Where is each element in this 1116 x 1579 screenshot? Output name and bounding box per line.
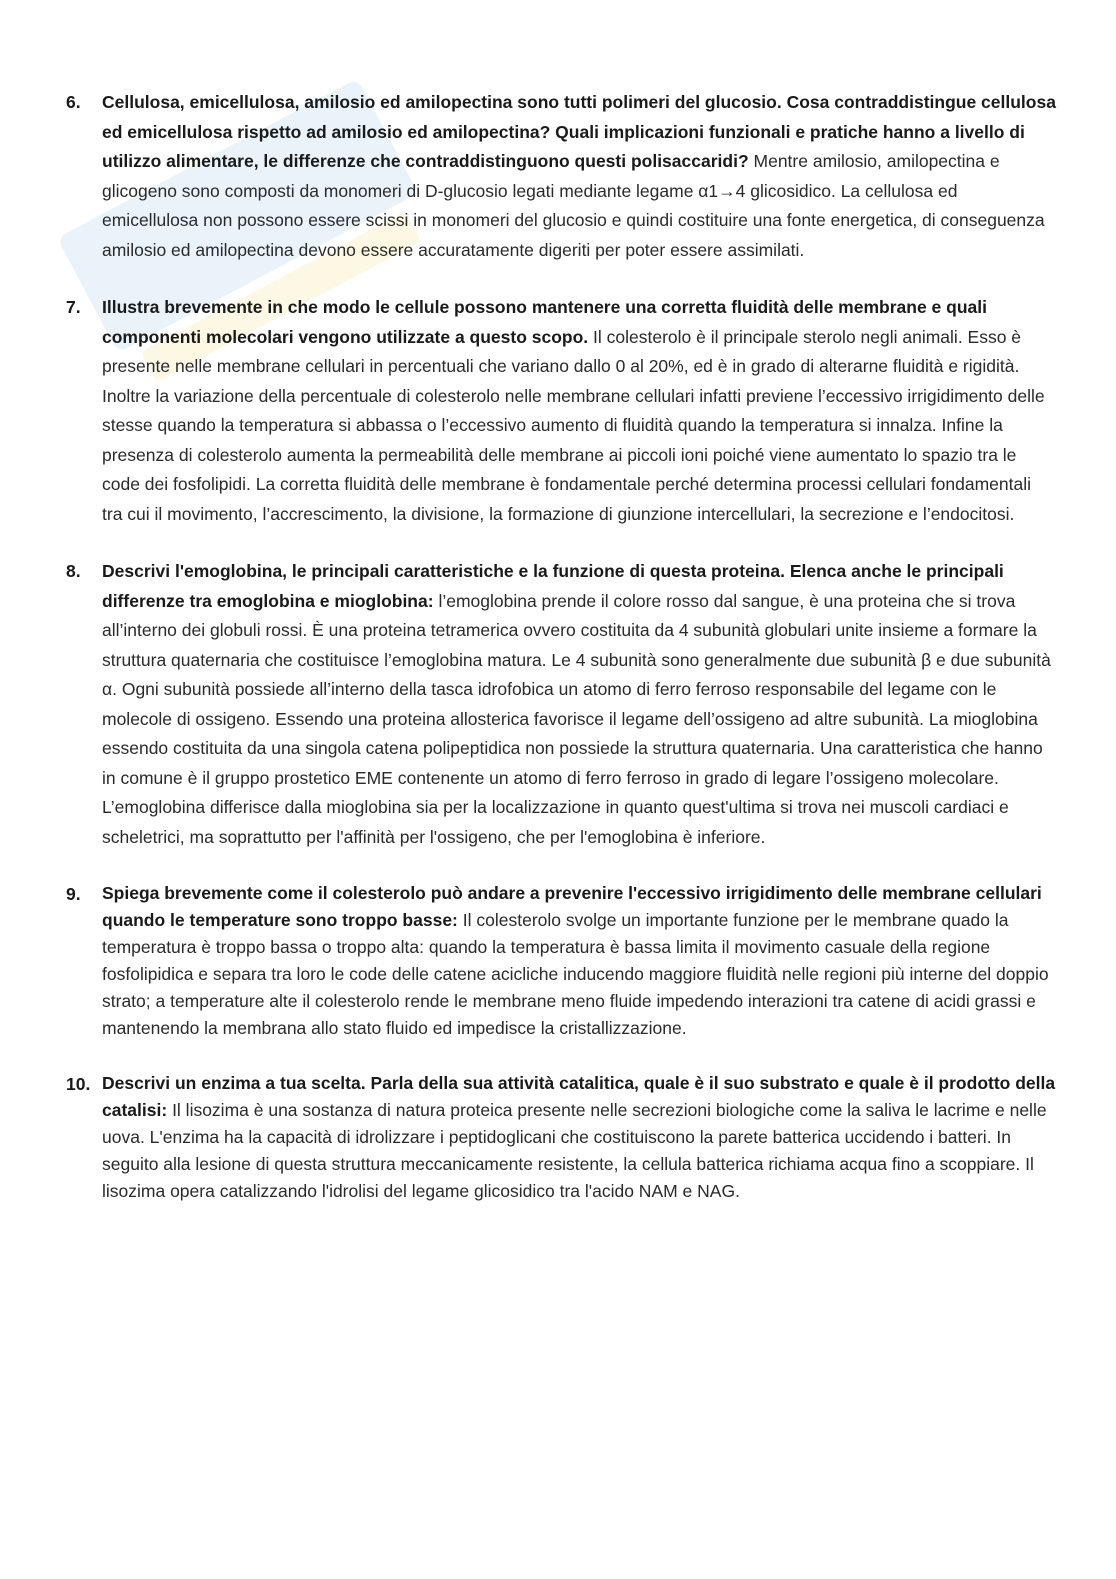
question-number: 10. bbox=[66, 1074, 91, 1094]
question-item-9 bbox=[60, 880, 1056, 1042]
question-paragraph bbox=[102, 88, 1056, 265]
question-text: Cellulosa, emicellulosa, amilosio ed amilopectina sono tutti polimeri del glucosio. Cosa contraddistingue cellulosa ed emicellulosa rispetto ad amilosio ed amilopectina? Quali implicazioni funzionali e pratiche hanno a livello di utilizzo alimentare, le differenze che contraddistinguono questi polisaccaridi? bbox=[102, 92, 1056, 171]
question-item-8 bbox=[60, 557, 1056, 852]
question-paragraph bbox=[102, 1070, 1056, 1205]
document-page bbox=[60, 88, 1056, 1233]
question-text: Descrivi l'emoglobina, le principali caratteristiche e la funzione di questa proteina. Elenca anche le principali differenze tra emoglobina e mioglobina: bbox=[102, 561, 1004, 611]
question-number: 9. bbox=[66, 884, 81, 904]
answer-text: Il colesterolo è il principale sterolo negli animali. Esso è presente nelle membrane cellulari in percentuali che variano dallo 0 al 20%, ed è in grado di alterarne fluidità e rigidità. Inoltre la variazione della percentuale di colesterolo nelle membrane cellulari infatti previene l’eccessivo irrigidimento delle stesse quando la temperatura si abbassa o l’eccessivo aumento di fluidità quando la temperatura si innalza. Infine la presenza di colesterolo aumenta la permeabilità delle membrane ai piccoli ioni poiché viene aumentato lo spazio tra le code dei fosfolipidi. La corretta fluidità delle membrane è fondamentale perché determina processi cellulari fondamentali tra cui il movimento, l’accrescimento, la divisione, la formazione di giunzione intercellulari, la secrezione e l’endocitosi. bbox=[102, 326, 1045, 524]
question-number: 8. bbox=[66, 561, 81, 581]
question-paragraph bbox=[102, 293, 1056, 529]
answer-text: Mentre amilosio, amilopectina e glicogeno sono composti da monomeri di D-glucosio legati mediante legame α1→4 glicosidico. La cellulosa ed emicellulosa non possono essere scissi in monomeri del glucosio e quindi costituire una fonte energetica, di conseguenza amilosio ed amilopectina devono essere accuratamente digeriti per poter essere assimilati. bbox=[102, 151, 1045, 260]
question-text: Illustra brevemente in che modo le cellule possono mantenere una corretta fluidità delle membrane e quali componenti molecolari vengono utilizzate a questo scopo. bbox=[102, 297, 987, 347]
question-number: 7. bbox=[66, 297, 81, 317]
question-text: Spiega brevemente come il colesterolo può andare a prevenire l'eccessivo irrigidimento delle membrane cellulari quando le temperature sono troppo basse: bbox=[102, 883, 1042, 930]
answer-text: Il colesterolo svolge un importante funzione per le membrane quado la temperatura è troppo bassa o troppo alta: quando la temperatura è bassa limita il movimento casuale della regione fosfolipidica e separa tra loro le code delle catene acicliche inducendo maggiore fluidità nelle regioni più interne del doppio strato; a temperature alte il colesterolo rende le membrane meno fluide impedendo interazioni tra catene di acidi grassi e mantenendo la membrana allo stato fluido ed impedisce la cristallizzazione. bbox=[102, 910, 1049, 1038]
question-item-10 bbox=[60, 1070, 1056, 1205]
question-item-6 bbox=[60, 88, 1056, 265]
question-text: Descrivi un enzima a tua scelta. Parla della sua attività catalitica, quale è il suo substrato e quale è il prodotto della catalisi: bbox=[102, 1073, 1056, 1120]
question-item-7 bbox=[60, 293, 1056, 529]
answer-text: Il lisozima è una sostanza di natura proteica presente nelle secrezioni biologiche come la saliva le lacrime e nelle uova. L'enzima ha la capacità di idrolizzare i peptidoglicani che costituiscono la parete batterica uccidendo i batteri. In seguito alla lesione di questa struttura meccanicamente resistente, la cellula batterica richiama acqua fino a scoppiare. Il lisozima opera catalizzando l'idrolisi del legame glicosidico tra l'acido NAM e NAG. bbox=[102, 1100, 1047, 1201]
answer-text: l’emoglobina prende il colore rosso dal sangue, è una proteina che si trova all’interno dei globuli rossi. È una proteina tetramerica ovvero costituita da 4 subunità globulari unite insieme a formare la struttura quaternaria che costituisce l’emoglobina matura. Le 4 subunità sono generalmente due subunità β e due subunità α. Ogni subunità possiede all’interno della tasca idrofobica un atomo di ferro ferroso responsabile del legame con le molecole di ossigeno. Essendo una proteina allosterica favorisce il legame dell’ossigeno ad altre subunità. La mioglobina essendo costituita da una singola catena polipeptidica non possiede la struttura quaternaria. Una caratteristica che hanno in comune è il gruppo prostetico EME contenente un atomo di ferro ferroso in grado di legare l’ossigeno molecolare. L’emoglobina differisce dalla mioglobina sia per la localizzazione in quanto quest'ultima si trova nei muscoli cardiaci e scheletrici, ma soprattutto per l'affinità per l'ossigeno, che per l'emoglobina è inferiore. bbox=[102, 590, 1051, 847]
question-paragraph bbox=[102, 557, 1056, 852]
question-paragraph bbox=[102, 880, 1056, 1042]
question-number: 6. bbox=[66, 92, 81, 112]
